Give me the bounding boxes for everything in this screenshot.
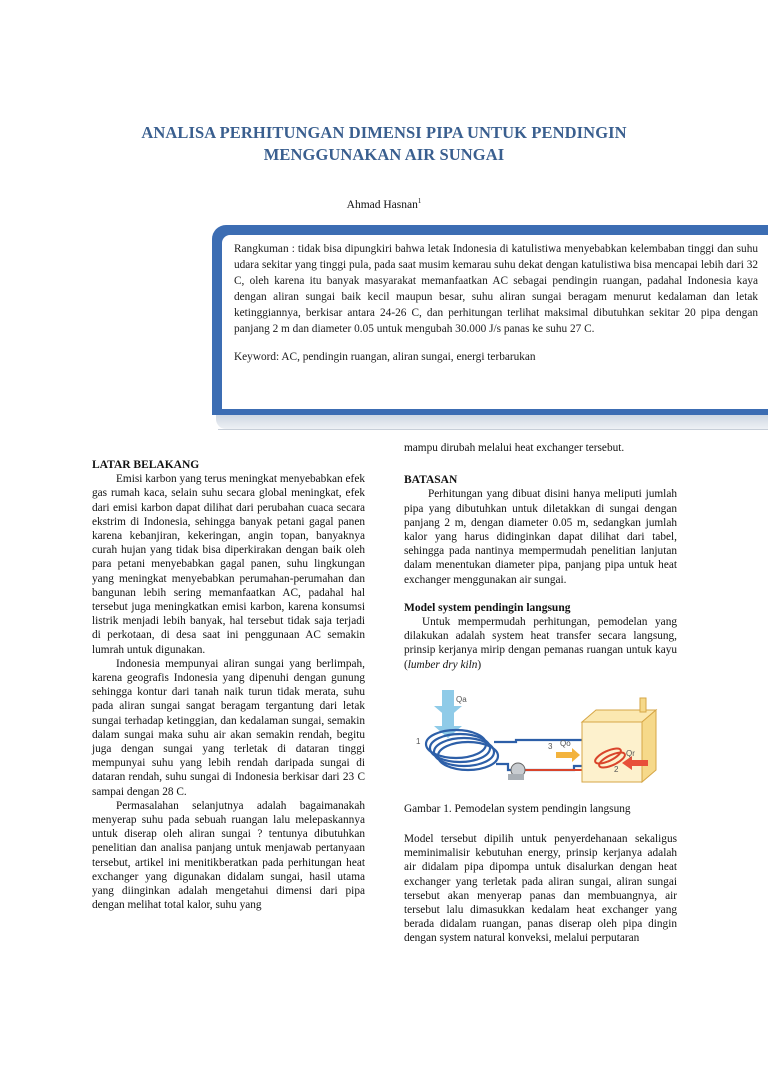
label-1: 1 [416,736,421,746]
model-text: Untuk mempermudah perhitungan, pemodelan yang dilakukan adalah system heat transfer secara langsung, prinsip kerjanya mirip dengan pemanas ruangan untuk kayu ( [404,616,677,671]
paragraph-1: Emisi karbon yang terus meningkat menyebabkan efek gas rumah kaca, selain suhu secara global meningkat, efek dari emisi karbon dapat dilihat dari perubahan cuaca secara ekstrim di Indonesia, sehingga banyak petani gagal panen karena kebanjiran, kekeringan, angin topan, banyaknya curah hujan yang tidak bisa diperkirakan dengan baik oleh para petani menyebabkan gagal panen, suhu lingkungan yang meningkat menyebabkan perumahan-perumahan dan bangunan lebih sering memanfaatkan AC, padahal hal tersebut juga meningkatkan emisi karbon, karena konsumsi listrik menjadi lebih banyak, hal tersebut tidak saja terjadi di perkotaan, di desa saat ini penggunaan AC semakin lumrah untuk digunakan. [92,473,365,656]
paper-title [100,122,668,166]
pump [508,763,525,780]
model-close-paren: ) [477,658,482,671]
abstract-underline [218,429,768,430]
heading-batasan: BATASAN [404,474,458,487]
room-chimney [640,698,646,712]
cooling-system-diagram [404,686,677,794]
keywords: Keyword: AC, pendingin ruangan, aliran sungai, energi terbarukan [234,351,536,363]
abstract-body [222,235,768,409]
continuation-text: mampu dirubah melalui heat exchanger tersebut. [404,442,625,454]
qo-arrow [556,748,580,762]
paragraph-2: Indonesia mempunyai aliran sungai yang berlimpah, karena geografis Indonesia yang dipenuhi dengan gunung sehingga kontur dari tanah naik turun tidak merata, suhu pada aliran sungai sangat beragam tergantung dari letak sungai terhadap ketinggian, dan kedalaman sungai, semakin dalam sungai maka suhu air akan semakin rendah, begitu juga dengan sungai yang terletak di dataran tinggi mempunyai suhu yang lebih rendah daripada sungai di dataran rendah, suhu sungai di Indonesia berkisar dari 23 C sampai dengan 28 C. [92,657,365,798]
heading-latar-belakang: LATAR BELAKANG [92,459,200,471]
paragraph-3: Permasalahan selanjutnya adalah bagaimanakah menyerap suhu pada sebuah ruangan lalu melepaskannya untuk diserap oleh aliran sungai ? tentunya dibutuhkan penelitian dan analisa panjang untuk menjawab pertanyaan tersebut, artikel ini menitikberatkan pada perhitungan heat exchanger yang digunakan didalam sungai, hasil utama yang diinginkan adalah mengetahui dimensi dari pipa dengan melihat total kalor, suhu yang [92,799,365,912]
room-side [642,710,656,782]
label-2: 2 [614,764,619,774]
right-column [404,441,677,946]
abstract-text: Rangkuman : tidak bisa dipungkiri bahwa letak Indonesia di katulistiwa menyebabkan kelembaban tinggi dan suhu udara sekitar yang tinggi pula, pada saat musim kemarau suhu dekat dengan katulistiwa bisa mencapai lebih dari 32 C, oleh karena itu banyak masyarakat memanfaatkan AC sebagai pendingin ruangan, padahal Indonesia kaya dengan aliran sungai baik kecil maupun besar, suhu aliran sungai beragam menurut kedalaman dan letak ketinggiannya, berkisar antara 24-26 C, dan perhitungan terlihat maksimal dibutuhkan sekitar 20 pipa dengan panjang 2 m dan diameter 0.05 untuk mengubah 30.000 J/s panas ke suhu 27 C. [234,243,758,335]
label-qr: Qr [626,748,635,758]
title-line-2: MENGGUNAKAN AIR SUNGAI [263,145,505,164]
model-italic-term: lumber dry kiln [407,658,478,671]
paragraph-final: Model tersebut dipilih untuk penyerdehanaan sekaligus meminimalisir kebutuhan energy, prinsip kerjanya adalah air didalam pipa dipompa untuk disalurkan dengan heat exchanger yang terletak pada aliran sungai, aliran sungai tersebut akan menyerap panas dan membuangnya, air tersebut lalu dimasukkan kedalam heat exchanger yang berada didalam ruangan, panas diserap oleh pipa dingin dengan system natural konveksi, melalui perputaran [404,833,677,945]
title-line-1: ANALISA PERHITUNGAN DIMENSI PIPA UNTUK PENDINGIN [141,123,627,142]
pump-base [508,774,524,780]
author-affiliation-mark: 1 [417,197,422,205]
paragraph-model [404,615,677,672]
left-column [92,458,365,913]
label-qa: Qa [456,694,467,704]
author-name: Ahmad Hasnan [346,198,418,211]
paragraph-batasan: Perhitungan yang dibuat disini hanya meliputi jumlah pipa yang dibutuhkan untuk diletakkan di sungai dengan panjang 2 m, dengan diameter 0.05 m, sedangkan jumlah kalor yang harus didinginkan dapat dilihat dari tabel, sehingga pada nantinya mempermudah penelitian lanjutan dalam menentukan diameter pipa, panjang pipa untuk heat exchanger menggunakan air sungai. [404,488,677,586]
label-3: 3 [548,741,553,751]
label-qo: Qo [560,738,571,748]
room-box [582,698,656,782]
heading-model: Model system pendingin langsung [404,601,571,614]
figure-caption: Gambar 1. Pemodelan system pendingin langsung [404,802,631,815]
abstract-shadow [216,415,768,429]
coil-heat-exchanger [426,730,498,770]
figure-1 [404,686,677,794]
abstract-frame [212,225,768,415]
author-line [0,197,768,211]
